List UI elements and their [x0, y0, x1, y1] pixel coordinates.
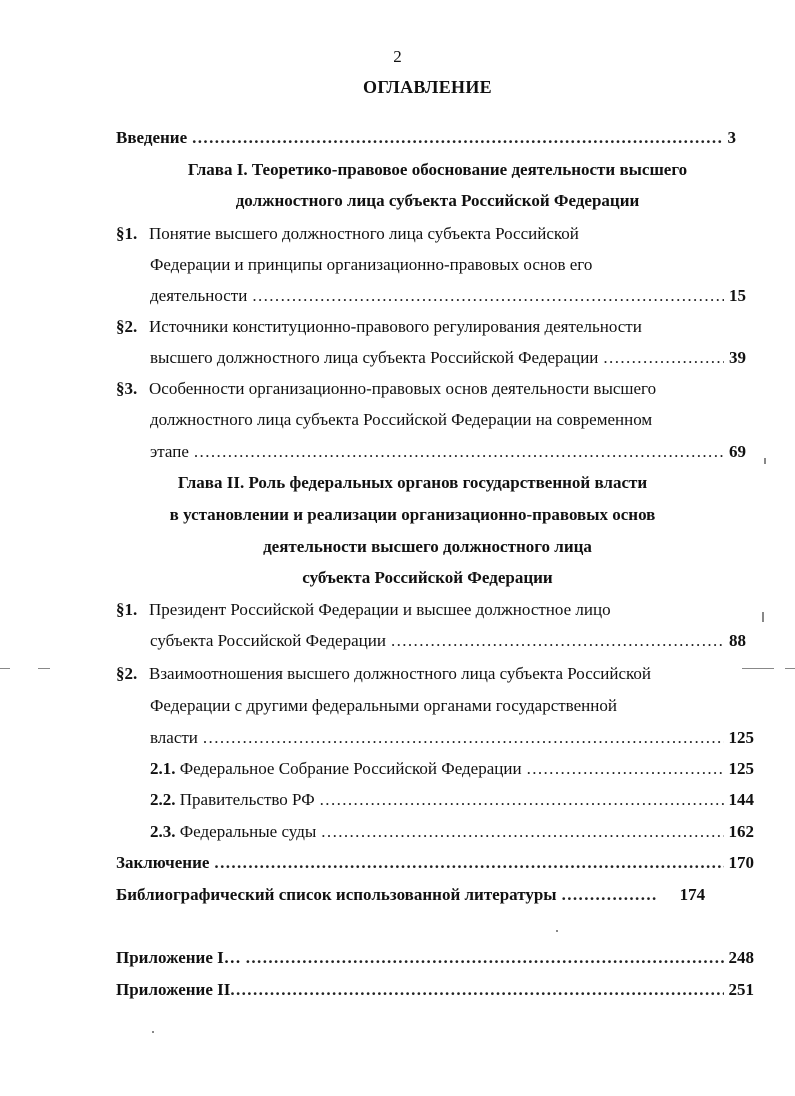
toc-entry-appendix-1[interactable] [116, 946, 754, 970]
toc-section-1-2-line-2[interactable] [150, 346, 746, 370]
toc-page-number: 125 [728, 759, 754, 778]
section-number: §2. [116, 664, 138, 683]
dot-leader [214, 851, 723, 875]
section-text: этапе [150, 442, 189, 461]
scan-artifact [152, 1031, 154, 1033]
toc-page-number: 144 [728, 790, 754, 809]
toc-subsection-2-1[interactable] [150, 757, 754, 781]
subsection-label: Федеральные суды [179, 822, 317, 841]
page-title: ОГЛАВЛЕНИЕ [363, 77, 492, 97]
subsection-number: 2.1. [150, 759, 176, 778]
dot-leader [192, 126, 722, 150]
toc-entry-intro[interactable] [116, 126, 736, 150]
toc-page-number: 88 [729, 631, 746, 650]
dot-leader [391, 629, 724, 653]
dot-leader [246, 946, 724, 970]
toc-page-number: 15 [729, 286, 746, 305]
chapter-1-heading-line-2: должностного лица субъекта Российской Федерации [235, 191, 640, 210]
chapter-2-heading-line-4: субъекта Российской Федерации [302, 568, 553, 587]
toc-entry-label: Приложение II [116, 980, 231, 999]
scan-artifact [556, 930, 558, 932]
toc-entry-conclusion[interactable] [116, 851, 754, 875]
toc-section-1-3-line-2: должностного лица субъекта Российской Федерации на современном [150, 410, 653, 429]
section-text: субъекта Российской Федерации [150, 631, 386, 650]
chapter-2-heading-line-1: Глава II. Роль федеральных органов государственной власти [177, 473, 648, 492]
subsection-label: Правительство РФ [179, 790, 315, 809]
section-number: §1. [116, 600, 138, 619]
section-text: власти [150, 728, 198, 747]
scan-artifact [785, 668, 795, 669]
toc-page-number: 174 [679, 885, 706, 904]
section-number: §2. [116, 317, 138, 336]
toc-entry-label: Приложение I… [116, 948, 241, 967]
scan-artifact [742, 668, 774, 669]
section-text: Источники конституционно-правового регулирования деятельности [149, 317, 642, 336]
section-text: деятельности [150, 286, 248, 305]
toc-entry-label: Введение [116, 128, 188, 147]
toc-section-2-2-line-1[interactable] [116, 662, 651, 686]
section-text: высшего должностного лица субъекта Российской Федерации [150, 348, 599, 367]
subsection-number: 2.2. [150, 790, 176, 809]
chapter-2-heading-line-2: в установлении и реализации организационно-правовых основ [169, 505, 656, 524]
subsection-label: Федеральное Собрание Российской Федерации [179, 759, 522, 778]
toc-page-number: 125 [728, 728, 754, 747]
toc-section-1-3-line-1[interactable] [116, 377, 656, 401]
scan-artifact [762, 612, 764, 622]
chapter-2-heading-line-3: деятельности высшего должностного лица [263, 537, 592, 556]
dot-leader [194, 440, 724, 464]
section-text: Взаимоотношения высшего должностного лица субъекта Российской [149, 664, 652, 683]
chapter-1-heading-line-1: Глава I. Теоретико-правовое обоснование деятельности высшего [187, 160, 688, 179]
toc-entry-label: Заключение [116, 853, 210, 872]
section-text: Особенности организационно-правовых основ деятельности высшего [149, 379, 657, 398]
toc-page-number: 251 [728, 980, 754, 999]
toc-section-1-2-line-1[interactable] [116, 315, 642, 339]
section-text: Понятие высшего должностного лица субъекта Российской [149, 224, 579, 243]
toc-section-2-1-line-1[interactable] [116, 598, 611, 622]
dot-leader [562, 883, 658, 907]
toc-section-1-1-line-3[interactable] [150, 284, 746, 308]
dot-leader [603, 346, 724, 370]
subsection-number: 2.3. [150, 822, 176, 841]
toc-page-number: 3 [727, 128, 736, 147]
toc-entry-bibliography[interactable] [116, 883, 754, 907]
dot-leader [320, 788, 724, 812]
toc-subsection-2-3[interactable] [150, 820, 754, 844]
dot-leader [321, 820, 723, 844]
toc-section-2-2-line-3[interactable] [150, 726, 754, 750]
scan-artifact [764, 458, 766, 464]
toc-page-number: 248 [728, 948, 754, 967]
dot-leader [203, 726, 724, 750]
section-text: Президент Российской Федерации и высшее должностное лицо [149, 600, 611, 619]
toc-page-number: 170 [728, 853, 754, 872]
dot-leader [252, 284, 724, 308]
section-number: §3. [116, 379, 138, 398]
scan-artifact [0, 668, 10, 669]
toc-page-number: 162 [728, 822, 754, 841]
page-number: 2 [393, 47, 402, 66]
toc-entry-label: Библиографический список использованной литературы [116, 885, 557, 904]
toc-section-1-1-line-2: Федерации и принципы организационно-правовых основ его [150, 255, 593, 274]
toc-entry-appendix-2[interactable] [116, 978, 754, 1002]
scan-artifact [38, 668, 50, 669]
dot-leader [230, 978, 723, 1002]
toc-page-number: 39 [729, 348, 746, 367]
toc-page-number: 69 [729, 442, 746, 461]
toc-subsection-2-2[interactable] [150, 788, 754, 812]
section-number: §1. [116, 224, 138, 243]
toc-section-2-1-line-2[interactable] [150, 629, 746, 653]
toc-section-2-2-line-2: Федерации с другими федеральными органами государственной [150, 696, 617, 715]
dot-leader [527, 757, 724, 781]
toc-section-1-3-line-3[interactable] [150, 440, 746, 464]
toc-section-1-1-line-1[interactable] [116, 222, 579, 246]
